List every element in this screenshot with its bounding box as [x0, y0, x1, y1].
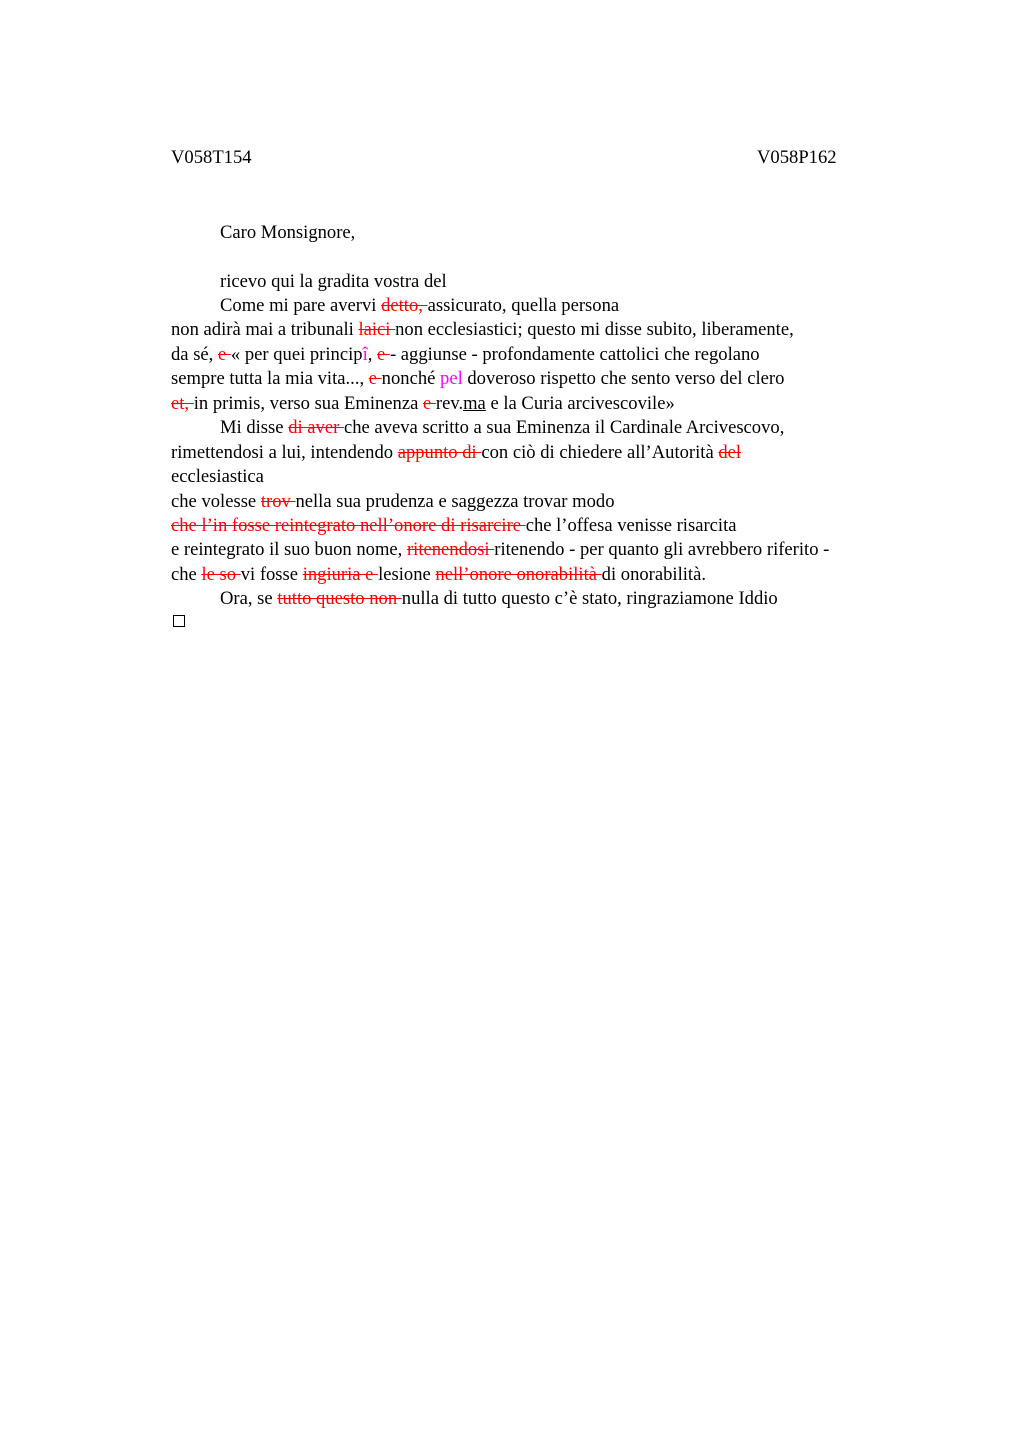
deleted-text: che l’in fosse reintegrato nell’onore di risarcire	[171, 515, 526, 536]
deleted-text: del	[718, 442, 742, 463]
letter-line-12: e reintegrato il suo buon nome, ritenendosi ritenendo - per quanto gli avrebbero riferito -	[171, 539, 830, 560]
deleted-text: ingiuria e	[302, 564, 379, 585]
deleted-text: nell’onore onorabilità	[435, 564, 602, 585]
deleted-text: laici	[358, 319, 396, 340]
deleted-text: tutto questo non	[277, 588, 402, 609]
letter-line-2: Come mi pare avervi detto, assicurato, quella persona	[220, 295, 620, 316]
letter-line-11: che l’in fosse reintegrato nell’onore di risarcire che l’offesa venisse risarcita	[171, 515, 737, 536]
inserted-text: pel	[440, 368, 463, 389]
deleted-text: ritenendosi	[406, 539, 495, 560]
deleted-text: e	[423, 393, 436, 414]
deleted-text: detto,	[381, 295, 428, 316]
inserted-text: î	[362, 344, 368, 365]
deleted-text: et,	[171, 393, 194, 414]
deleted-text: e	[377, 344, 390, 365]
deleted-text: e	[217, 344, 231, 365]
deleted-text: e	[368, 368, 382, 389]
deleted-text: di aver	[288, 417, 344, 438]
empty-checkbox-icon	[173, 615, 185, 627]
letter-line-10: che volesse trov nella sua prudenza e saggezza trovar modo	[171, 491, 615, 512]
letter-line-8: rimettendosi a lui, intendendo appunto di con ciò di chiedere all’Autorità del	[171, 442, 742, 463]
header-left-code: V058T154	[171, 147, 252, 168]
letter-line-4: da sé, e « per quei principî, e - aggiunse - profondamente cattolici che regolano	[171, 344, 760, 365]
salutation: Caro Monsignore,	[220, 222, 356, 243]
letter-line-5: sempre tutta la mia vita..., e nonché pel doveroso rispetto che sento verso del clero	[171, 368, 785, 389]
letter-line-7: Mi disse di aver che aveva scritto a sua Eminenza il Cardinale Arcivescovo,	[220, 417, 785, 438]
deleted-text: trov	[260, 491, 296, 512]
letter-line-9: ecclesiastica	[171, 466, 264, 487]
letter-line-14: Ora, se tutto questo non nulla di tutto questo c’è stato, ringraziamone Iddio	[220, 588, 778, 609]
letter-line-6: et, in primis, verso sua Eminenza e rev.ma e la Curia arcivescovile»	[171, 393, 675, 414]
letter-line-1: ricevo qui la gradita vostra del	[220, 271, 447, 292]
underlined-text: ma	[463, 393, 486, 414]
letter-line-13: che le so vi fosse ingiuria e lesione nell’onore onorabilità di onorabilità.	[171, 564, 706, 585]
deleted-text: appunto di	[397, 442, 482, 463]
deleted-text: le so	[201, 564, 241, 585]
letter-line-3: non adirà mai a tribunali laici non ecclesiastici; questo mi disse subito, liberamente,	[171, 319, 794, 340]
header-right-code: V058P162	[757, 147, 837, 168]
